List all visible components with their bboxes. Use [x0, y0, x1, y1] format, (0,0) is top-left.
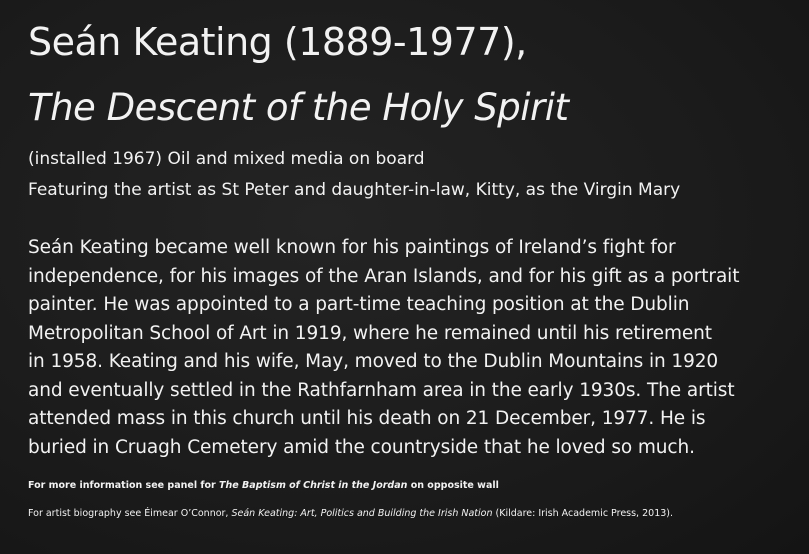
- paragraph-line: attended mass in this church until his death on 21 December, 1977. He is: [28, 408, 706, 429]
- paragraph-line: buried in Cruagh Cemetery amid the countryside that he loved so much.: [28, 436, 695, 458]
- more-info-suffix: on opposite wall: [407, 480, 499, 491]
- more-info-note: [28, 479, 499, 493]
- biography-reference-note: [28, 507, 673, 521]
- paragraph-line: and eventually settled in the Rathfarnham area in the early 1930s. The artist: [28, 379, 735, 401]
- paragraph-line: independence, for his images of the Aran Islands, and for his gift as a portrait: [28, 265, 740, 287]
- artwork-title: The Descent of the Holy Spirit: [28, 86, 569, 129]
- paragraph-line: in 1958. Keating and his wife, May, moved to the Dublin Mountains in 1920: [28, 351, 719, 372]
- biography-suffix: (Kildare: Irish Academic Press, 2013).: [492, 508, 674, 519]
- paragraph-line: Metropolitan School of Art in 1919, where he remained until his retirement: [28, 322, 712, 344]
- biography-prefix: For artist biography see Éimear O’Connor,: [28, 508, 232, 519]
- more-info-work-title: The Baptism of Christ in the Jordan: [219, 480, 408, 491]
- artwork-medium: (installed 1967) Oil and mixed media on board: [28, 149, 425, 169]
- more-info-prefix: For more information see panel for: [28, 480, 220, 491]
- biography-book-title: Seán Keating: Art, Politics and Building the Irish Nation: [231, 508, 493, 519]
- biography-paragraph: [28, 234, 788, 462]
- paragraph-line: Seán Keating became well known for his paintings of Ireland’s fight for: [28, 237, 676, 258]
- artist-title: Seán Keating (1889-1977),: [28, 20, 527, 64]
- paragraph-line: painter. He was appointed to a part-time teaching position at the Dublin: [28, 294, 690, 315]
- artwork-featuring: Featuring the artist as St Peter and daughter-in-law, Kitty, as the Virgin Mary: [28, 180, 681, 200]
